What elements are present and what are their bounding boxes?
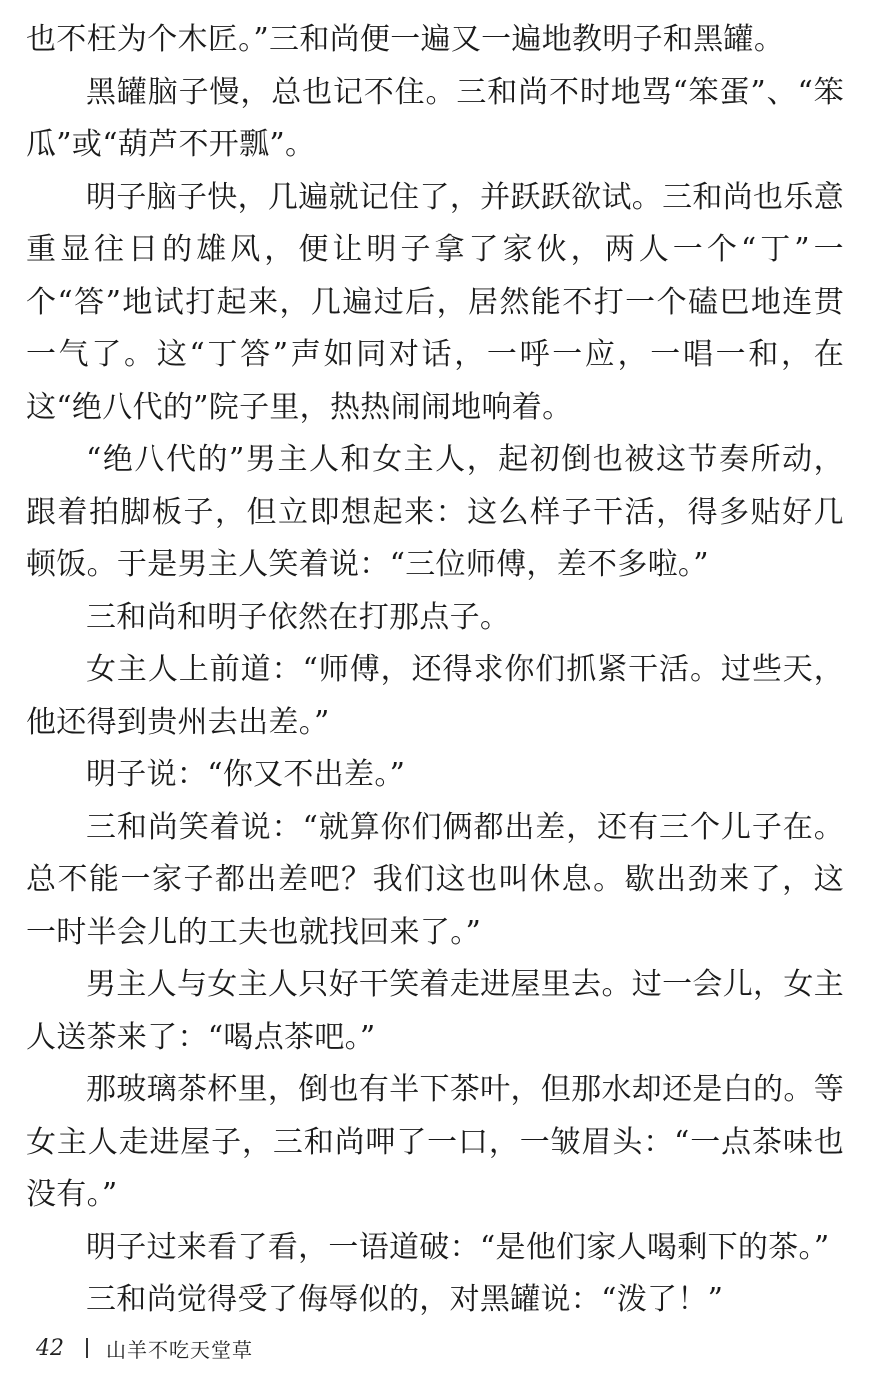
paragraph-4: “绝八代的”男主人和女主人，起初倒也被这节奏所动，跟着拍脚板子，但立即想起来：这么样子干活，得多贴好几顿饭。于是男主人笑着说：“三位师傅，差不多啦。” — [26, 442, 844, 582]
page-body — [26, 14, 844, 1327]
footer-divider — [86, 1338, 88, 1358]
page-footer — [36, 1332, 253, 1364]
paragraph-10: 那玻璃茶杯里，倒也有半下茶叶，但那水却还是白的。等女主人走进屋子，三和尚呷了一口，一皱眉头：“一点茶味也没有。” — [26, 1072, 844, 1212]
paragraph-5: 三和尚和明子依然在打那点子。 — [86, 599, 511, 635]
paragraph-6: 女主人上前道：“师傅，还得求你们抓紧干活。过些天，他还得到贵州去出差。” — [26, 652, 844, 740]
paragraph-2: 黑罐脑子慢，总也记不住。三和尚不时地骂“笨蛋”、“笨瓜”或“葫芦不开瓢”。 — [26, 74, 844, 162]
paragraph-7: 明子说：“你又不出差。” — [86, 757, 406, 792]
paragraph-3: 明子脑子快，几遍就记住了，并跃跃欲试。三和尚也乐意重显往日的雄风，便让明子拿了家伙，两人一个“丁”一个“答”地试打起来，几遍过后，居然能不打一个磕巴地连贯一气了。这“丁答”声如同对话，一呼一应，一唱一和，在这“绝八代的”院子里，热热闹闹地响着。 — [26, 179, 844, 425]
paragraph-8: 三和尚笑着说：“就算你们俩都出差，还有三个儿子在。总不能一家子都出差吧？我们这也叫休息。歇出劲来了，这一时半会儿的工夫也就找回来了。” — [26, 809, 844, 950]
paragraph-9: 男主人与女主人只好干笑着走进屋里去。过一会儿，女主人送茶来了：“喝点茶吧。” — [26, 967, 844, 1055]
paragraph-1: 也不枉为个木匠。”三和尚便一遍又一遍地教明子和黑罐。 — [26, 22, 785, 57]
book-title: 山羊不吃天堂草 — [106, 1337, 253, 1362]
paragraph-12: 三和尚觉得受了侮辱似的，对黑罐说：“泼了！” — [86, 1282, 724, 1317]
page-number: 42 — [36, 1335, 64, 1361]
paragraph-11: 明子过来看了看，一语道破：“是他们家人喝剩下的茶。” — [86, 1229, 830, 1265]
